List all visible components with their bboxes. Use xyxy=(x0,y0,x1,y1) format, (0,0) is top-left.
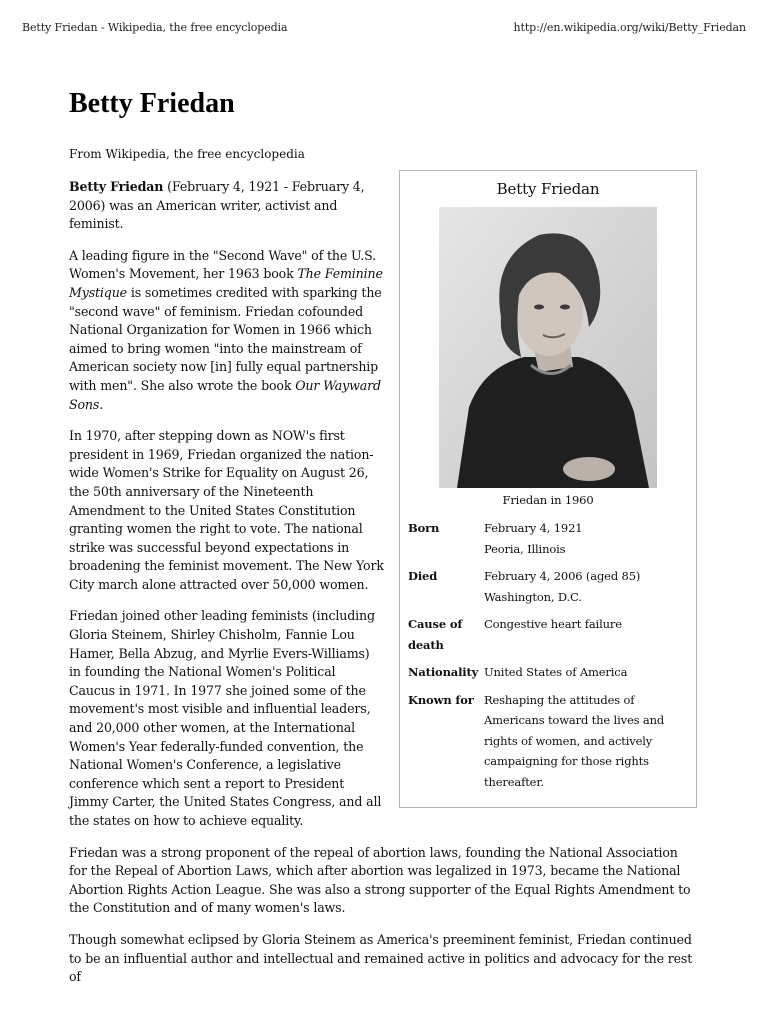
infobox-row-died xyxy=(400,564,696,612)
p2-text-a: A leading figure in the "Second Wave" of the U.S. Women's Movement, her 1963 book xyxy=(69,247,377,282)
infobox-value: Reshaping the attitudes of Americans toward the lives and rights of women, and actively campaigning for those rights thereafter. xyxy=(484,692,665,789)
infobox-row-known-for xyxy=(400,688,696,798)
infobox-value xyxy=(484,516,696,564)
paragraph-caucus: Friedan joined other leading feminists (including Gloria Steinem, Shirley Chisholm, Fannie Lou Hamer, Bella Abzug, and Myrlie Evers-Williams) in founding the National Women's Political Caucus in 1971. In 1977 she joined some of the movement's most visible and influential leaders, and 20,000 other women, at the International Women's Year federally-funded convention, the National Women's Conference, a legislative conference which sent a report to President Jimmy Carter, the United States Congress, and all the states on how to achieve equality. xyxy=(69,608,382,828)
intro-subject: Betty Friedan xyxy=(69,179,164,194)
photo-caption: Friedan in 1960 xyxy=(502,493,594,507)
p2-text-e: . xyxy=(99,396,104,412)
died-place[interactable]: Washington, D.C. xyxy=(484,589,582,604)
born-date: February 4, 1921 xyxy=(484,521,583,535)
paragraph-abortion: Friedan was a strong proponent of the repeal of abortion laws, founding the National Association for the Repeal of Abortion Laws, which after abortion was legalized in 1973, became the National Abortion Rights Action League. She was also a strong supporter of the Equal Rights Amendment to the Constitution and of many women's laws. xyxy=(69,844,691,916)
infobox-title: Betty Friedan xyxy=(496,180,600,198)
paragraph-strike: In 1970, after stepping down as NOW's first president in 1969, Friedan organized the nation-wide Women's Strike for Equality on August 26, the 50th anniversary of the Nineteenth Amendment to the United States Constitution granting women the right to vote. The national strike was successful beyond expectations in broadening the feminist movement. The New York City march alone attracted over 50,000 women. xyxy=(69,428,384,592)
born-place[interactable]: Peoria, Illinois xyxy=(484,541,566,556)
infobox-row-nationality xyxy=(400,660,696,688)
died-date: February 4, 2006 (aged 85) xyxy=(484,569,641,583)
page-title: Betty Friedan xyxy=(69,88,235,119)
p2-text-c: is sometimes credited with sparking the "second wave" of feminism. Friedan cofounded National Organization for Women in 1966 which aimed to bring women "into the mainstream of American society now [in] fully equal partnership with men". She also wrote the book xyxy=(69,284,382,393)
infobox-row-born xyxy=(400,516,696,564)
browser-url[interactable]: http://en.wikipedia.org/wiki/Betty_Friedan xyxy=(513,21,746,34)
infobox-value: Congestive heart failure xyxy=(484,617,622,631)
infobox-table xyxy=(400,516,696,797)
article-body xyxy=(69,178,697,1000)
portrait-image-icon xyxy=(439,207,657,488)
infobox-label: Nationality xyxy=(408,665,479,679)
infobox-label: Known for xyxy=(408,692,474,707)
infobox-label: Cause of death xyxy=(408,617,463,652)
book-title-our-wayward-sons[interactable]: Our Wayward Sons xyxy=(69,377,381,412)
from-line: From Wikipedia, the free encyclopedia xyxy=(69,147,305,161)
browser-page-title: Betty Friedan - Wikipedia, the free encyclopedia xyxy=(22,21,288,34)
infobox-row-cause-of-death xyxy=(400,612,696,660)
infobox xyxy=(399,170,697,808)
paragraph-legacy: Though somewhat eclipsed by Gloria Steinem as America's preeminent feminist, Friedan continued to be an influential author and intellectual and remained active in politics and advocacy for the rest of xyxy=(69,931,693,985)
infobox-value xyxy=(484,564,696,612)
infobox-label: Born xyxy=(408,521,440,535)
portrait-photo xyxy=(439,207,657,488)
intro-text: (February 4, 1921 - February 4, 2006) was an American writer, activist and feminist. xyxy=(69,179,365,232)
book-title-feminine-mystique[interactable]: The Feminine Mystique xyxy=(69,266,383,300)
infobox-label: Died xyxy=(408,569,438,583)
infobox-value[interactable]: United States of America xyxy=(484,665,628,679)
